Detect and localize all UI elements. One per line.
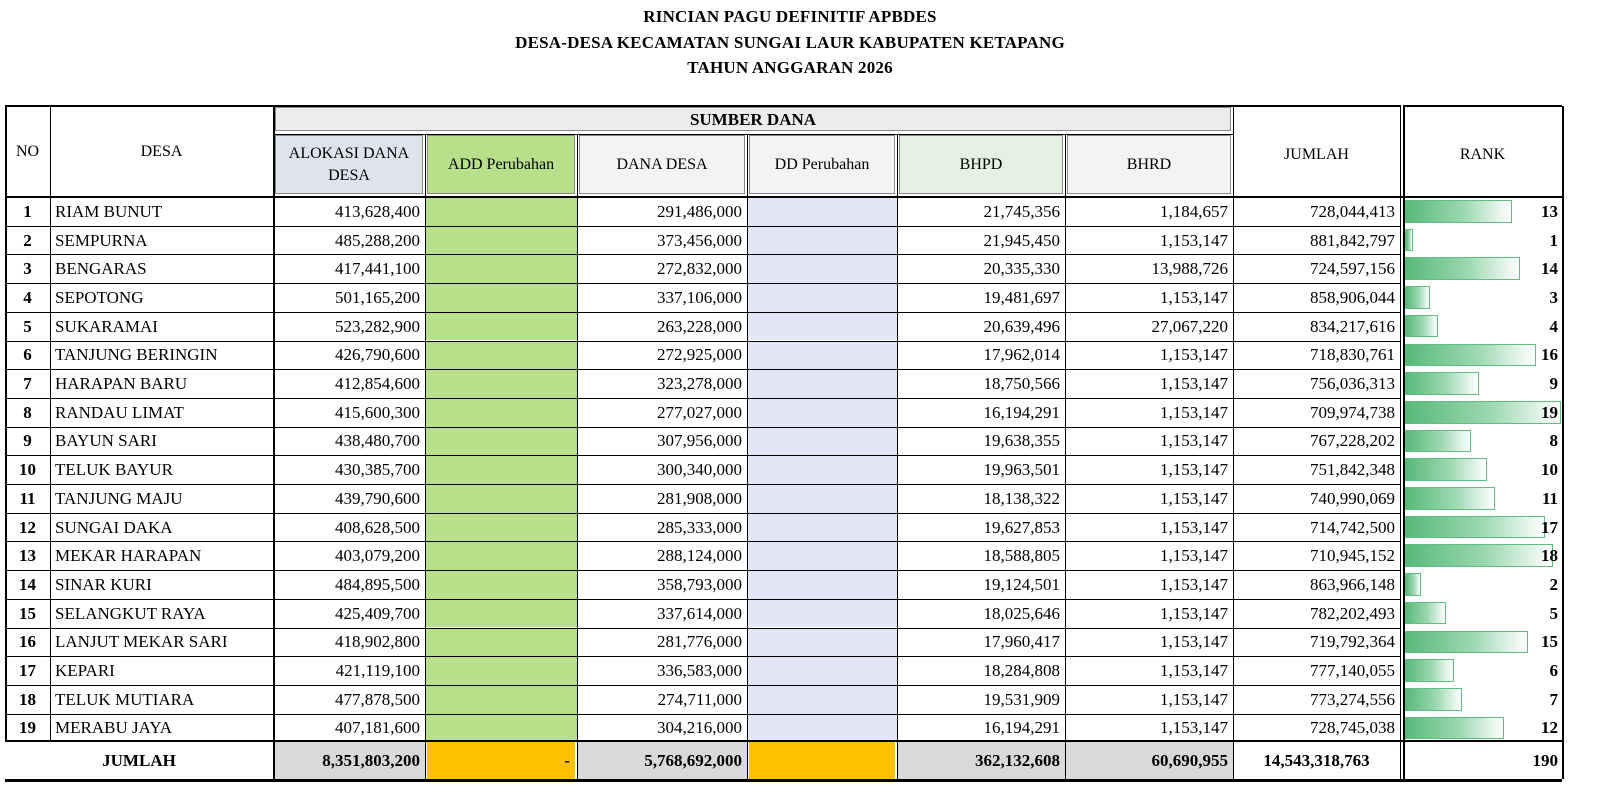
- row-dd-perubahan-fill: [747, 570, 897, 599]
- row-rank: 11: [1541, 488, 1558, 508]
- row-bhpd: 19,481,697: [983, 287, 1060, 307]
- row-dana-desa: 277,027,000: [657, 402, 742, 422]
- row-alokasi-dana-desa: 523,282,900: [335, 316, 420, 336]
- grid-right-border: [1562, 106, 1564, 779]
- row-add-perubahan-fill: [425, 197, 577, 226]
- row-bhrd: 27,067,220: [1151, 316, 1228, 336]
- row-bhpd: 20,335,330: [983, 259, 1060, 279]
- row-bhpd: 17,960,417: [983, 632, 1060, 652]
- row-bhrd: 1,153,147: [1160, 546, 1228, 566]
- grid-row-line: [5, 254, 1400, 255]
- row-desa: TANJUNG MAJU: [55, 488, 183, 508]
- grid-row-line: [5, 599, 1400, 600]
- grid-col-line: [425, 134, 426, 779]
- row-bhpd: 19,963,501: [983, 460, 1060, 480]
- row-desa: SUNGAI DAKA: [55, 517, 173, 537]
- grid-row-line: [5, 628, 1400, 629]
- row-add-perubahan-fill: [425, 570, 577, 599]
- row-dana-desa: 281,776,000: [657, 632, 742, 652]
- grid-row-line: [5, 714, 1400, 715]
- row-rank: 6: [1549, 661, 1558, 681]
- row-jumlah: 714,742,500: [1310, 517, 1395, 537]
- row-no: 5: [23, 316, 32, 336]
- row-dd-perubahan-fill: [747, 628, 897, 657]
- row-add-perubahan-fill: [425, 341, 577, 370]
- header-sumber-dana: SUMBER DANA: [275, 107, 1231, 131]
- row-no: 18: [19, 689, 36, 709]
- row-no: 3: [23, 259, 32, 279]
- row-add-perubahan-fill: [425, 369, 577, 398]
- row-rank: 17: [1541, 517, 1558, 537]
- row-dd-perubahan-fill: [747, 283, 897, 312]
- row-dana-desa: 291,486,000: [657, 201, 742, 221]
- grid-col-line: [897, 134, 898, 779]
- row-dd-perubahan-fill: [747, 427, 897, 456]
- row-alokasi-dana-desa: 430,385,700: [335, 460, 420, 480]
- grid-col-line: [1065, 134, 1066, 779]
- row-add-perubahan-fill: [425, 427, 577, 456]
- row-add-perubahan-fill: [425, 541, 577, 570]
- header-dd-perubahan: DD Perubahan: [749, 135, 895, 194]
- row-jumlah: 751,842,348: [1310, 460, 1395, 480]
- row-rank: 1: [1549, 230, 1558, 250]
- row-alokasi-dana-desa: 425,409,700: [335, 603, 420, 623]
- row-rank: 18: [1541, 546, 1558, 566]
- grid-body-bottom: [5, 740, 1562, 742]
- report-title-line-3: TAHUN ANGGARAN 2026: [687, 58, 893, 77]
- row-bhrd: 1,153,147: [1160, 431, 1228, 451]
- row-bhpd: 16,194,291: [983, 718, 1060, 738]
- row-no: 15: [19, 603, 36, 623]
- row-alokasi-dana-desa: 403,079,200: [335, 546, 420, 566]
- row-bhpd: 20,639,496: [983, 316, 1060, 336]
- header-rank: RANK: [1459, 146, 1506, 163]
- grid-row-line: [5, 455, 1400, 456]
- row-dana-desa: 336,583,000: [657, 661, 742, 681]
- row-desa: TELUK BAYUR: [55, 460, 173, 480]
- grid-row-line: [5, 656, 1400, 657]
- grid-col-bhrd: [1233, 106, 1234, 779]
- row-bhpd: 19,638,355: [983, 431, 1060, 451]
- row-jumlah: 834,217,616: [1310, 316, 1395, 336]
- row-add-perubahan-fill: [425, 628, 577, 657]
- row-desa: TELUK MUTIARA: [55, 689, 195, 709]
- row-jumlah: 881,842,797: [1310, 230, 1395, 250]
- row-desa: MERABU JAYA: [55, 718, 172, 738]
- header-add-perubahan: ADD Perubahan: [427, 135, 575, 194]
- row-desa: LANJUT MEKAR SARI: [55, 632, 228, 652]
- row-desa: MEKAR HARAPAN: [55, 546, 202, 566]
- row-dana-desa: 337,614,000: [657, 603, 742, 623]
- row-rank: 4: [1549, 316, 1558, 336]
- row-no: 1: [23, 201, 32, 221]
- row-alokasi-dana-desa: 438,480,700: [335, 431, 420, 451]
- row-dana-desa: 304,216,000: [657, 718, 742, 738]
- row-alokasi-dana-desa: 426,790,600: [335, 345, 420, 365]
- row-add-perubahan-fill: [425, 254, 577, 283]
- report-title-line-2: DESA-DESA KECAMATAN SUNGAI LAUR KABUPATEN KETAPANG: [515, 33, 1065, 52]
- grid-top-border: [5, 105, 1401, 107]
- row-add-perubahan-fill: [425, 312, 577, 341]
- total-rank: 190: [1532, 751, 1558, 770]
- row-alokasi-dana-desa: 415,600,300: [335, 402, 420, 422]
- row-alokasi-dana-desa: 439,790,600: [335, 488, 420, 508]
- grid-row-line: [5, 283, 1400, 284]
- row-no: 6: [23, 345, 32, 365]
- grid-row-line: [5, 312, 1400, 313]
- row-rank: 9: [1549, 374, 1558, 394]
- total-alokasi-dana-desa: 8,351,803,200: [273, 742, 425, 779]
- row-desa: HARAPAN BARU: [55, 374, 188, 394]
- row-dana-desa: 358,793,000: [657, 574, 742, 594]
- row-jumlah: 777,140,055: [1310, 661, 1395, 681]
- row-bhrd: 1,153,147: [1160, 574, 1228, 594]
- row-rank: 5: [1549, 603, 1558, 623]
- row-jumlah: 782,202,493: [1310, 603, 1395, 623]
- grid-row-line: [5, 398, 1400, 399]
- row-dd-perubahan-fill: [747, 341, 897, 370]
- row-desa: RANDAU LIMAT: [55, 402, 184, 422]
- row-alokasi-dana-desa: 412,854,600: [335, 374, 420, 394]
- row-alokasi-dana-desa: 413,628,400: [335, 201, 420, 221]
- total-dd-perubahan: [749, 742, 895, 779]
- row-add-perubahan-fill: [425, 226, 577, 255]
- row-rank: 19: [1541, 402, 1558, 422]
- row-no: 14: [19, 574, 36, 594]
- row-dana-desa: 263,228,000: [657, 316, 742, 336]
- grid-row-line: [5, 369, 1400, 370]
- row-jumlah: 709,974,738: [1310, 402, 1395, 422]
- row-desa: SELANGKUT RAYA: [55, 603, 206, 623]
- row-no: 9: [23, 431, 32, 451]
- header-desa: DESA: [140, 142, 183, 160]
- grid-total-bottom: [5, 779, 1562, 782]
- row-add-perubahan-fill: [425, 283, 577, 312]
- row-rank: 14: [1541, 259, 1558, 279]
- row-add-perubahan-fill: [425, 484, 577, 513]
- grid-col-jumlah: [1400, 106, 1401, 779]
- row-desa: BENGARAS: [55, 259, 147, 279]
- row-dd-perubahan-fill: [747, 656, 897, 685]
- grid-col-no: [50, 106, 51, 742]
- row-no: 12: [19, 517, 36, 537]
- total-bhpd: 362,132,608: [897, 742, 1065, 779]
- row-dana-desa: 285,333,000: [657, 517, 742, 537]
- row-bhpd: 21,745,356: [983, 201, 1060, 221]
- row-dd-perubahan-fill: [747, 484, 897, 513]
- row-dd-perubahan-fill: [747, 254, 897, 283]
- row-desa: RIAM BUNUT: [55, 201, 163, 221]
- row-alokasi-dana-desa: 485,288,200: [335, 230, 420, 250]
- row-bhrd: 1,184,657: [1160, 201, 1228, 221]
- row-dana-desa: 272,832,000: [657, 259, 742, 279]
- row-no: 8: [23, 402, 32, 422]
- grid-col-desa: [273, 106, 275, 779]
- row-desa: BAYUN SARI: [55, 431, 157, 451]
- row-dana-desa: 300,340,000: [657, 460, 742, 480]
- row-dana-desa: 288,124,000: [657, 546, 742, 566]
- row-alokasi-dana-desa: 418,902,800: [335, 632, 420, 652]
- row-bhpd: 19,124,501: [983, 574, 1060, 594]
- grid-row-line: [5, 427, 1400, 428]
- row-no: 19: [19, 718, 36, 738]
- row-jumlah: 863,966,148: [1310, 574, 1395, 594]
- total-label: JUMLAH: [102, 751, 176, 770]
- total-bhrd: 60,690,955: [1065, 742, 1233, 779]
- row-dd-perubahan-fill: [747, 369, 897, 398]
- row-rank: 8: [1549, 431, 1558, 451]
- header-jumlah: JUMLAH: [1284, 146, 1349, 163]
- row-bhrd: 1,153,147: [1160, 689, 1228, 709]
- row-rank: 2: [1549, 574, 1558, 594]
- row-add-perubahan-fill: [425, 455, 577, 484]
- row-dana-desa: 274,711,000: [657, 689, 742, 709]
- row-add-perubahan-fill: [425, 656, 577, 685]
- row-rank: 7: [1549, 689, 1558, 709]
- row-dd-perubahan-fill: [747, 312, 897, 341]
- row-desa: SEMPURNA: [55, 230, 148, 250]
- row-alokasi-dana-desa: 408,628,500: [335, 517, 420, 537]
- grid-header-bottom: [5, 196, 1562, 198]
- report-title-line-1: RINCIAN PAGU DEFINITIF APBDES: [643, 7, 937, 26]
- row-bhrd: 1,153,147: [1160, 402, 1228, 422]
- row-bhrd: 1,153,147: [1160, 287, 1228, 307]
- row-alokasi-dana-desa: 501,165,200: [335, 287, 420, 307]
- row-dd-perubahan-fill: [747, 714, 897, 743]
- row-no: 17: [19, 661, 36, 681]
- row-desa: SUKARAMAI: [55, 316, 158, 336]
- row-rank: 10: [1541, 460, 1558, 480]
- row-jumlah: 767,228,202: [1310, 431, 1395, 451]
- row-bhrd: 1,153,147: [1160, 517, 1228, 537]
- grid-col-line: [747, 134, 748, 779]
- grid-row-line: [5, 484, 1400, 485]
- row-jumlah: 756,036,313: [1310, 374, 1395, 394]
- row-bhpd: 17,962,014: [983, 345, 1060, 365]
- row-alokasi-dana-desa: 421,119,100: [335, 661, 420, 681]
- row-bhpd: 21,945,450: [983, 230, 1060, 250]
- row-alokasi-dana-desa: 477,878,500: [335, 689, 420, 709]
- row-bhrd: 1,153,147: [1160, 460, 1228, 480]
- row-alokasi-dana-desa: 407,181,600: [335, 718, 420, 738]
- grid-top-border-rank: [1403, 105, 1562, 107]
- row-rank: 12: [1541, 718, 1558, 738]
- row-rank: 15: [1541, 632, 1558, 652]
- row-desa: SINAR KURI: [55, 574, 152, 594]
- row-bhrd: 13,988,726: [1151, 259, 1228, 279]
- row-bhpd: 16,194,291: [983, 402, 1060, 422]
- header-dana-desa: DANA DESA: [579, 135, 745, 194]
- total-dana-desa: 5,768,692,000: [577, 742, 747, 779]
- row-rank: 16: [1541, 345, 1558, 365]
- row-bhrd: 1,153,147: [1160, 632, 1228, 652]
- header-bhpd: BHPD: [899, 135, 1063, 194]
- row-no: 11: [19, 488, 36, 508]
- grid-col-rank-left: [1403, 106, 1405, 779]
- row-add-perubahan-fill: [425, 398, 577, 427]
- header-no: NO: [15, 142, 40, 160]
- row-add-perubahan-fill: [425, 685, 577, 714]
- row-alokasi-dana-desa: 417,441,100: [335, 259, 420, 279]
- row-bhrd: 1,153,147: [1160, 230, 1228, 250]
- grid-row-line: [5, 341, 1400, 342]
- row-jumlah: 718,830,761: [1310, 345, 1395, 365]
- row-bhpd: 18,750,566: [983, 374, 1060, 394]
- row-add-perubahan-fill: [425, 513, 577, 542]
- row-jumlah: 858,906,044: [1310, 287, 1395, 307]
- row-bhrd: 1,153,147: [1160, 661, 1228, 681]
- row-no: 4: [23, 287, 32, 307]
- grid-row-line: [5, 541, 1400, 542]
- row-dana-desa: 337,106,000: [657, 287, 742, 307]
- row-no: 10: [19, 460, 36, 480]
- row-bhpd: 19,627,853: [983, 517, 1060, 537]
- row-no: 16: [19, 632, 36, 652]
- row-bhpd: 18,025,646: [983, 603, 1060, 623]
- row-bhpd: 18,138,322: [983, 488, 1060, 508]
- total-add-perubahan: -: [427, 742, 575, 779]
- row-bhpd: 18,284,808: [983, 661, 1060, 681]
- row-dana-desa: 272,925,000: [657, 345, 742, 365]
- row-dd-perubahan-fill: [747, 513, 897, 542]
- row-desa: KEPARI: [55, 661, 115, 681]
- row-no: 2: [23, 230, 32, 250]
- grid-row-line: [5, 685, 1400, 686]
- row-alokasi-dana-desa: 484,895,500: [335, 574, 420, 594]
- row-dd-perubahan-fill: [747, 455, 897, 484]
- row-jumlah: 740,990,069: [1310, 488, 1395, 508]
- header-bhrd: BHRD: [1067, 135, 1231, 194]
- row-dana-desa: 281,908,000: [657, 488, 742, 508]
- row-rank: 3: [1549, 287, 1558, 307]
- row-dd-perubahan-fill: [747, 398, 897, 427]
- row-bhpd: 19,531,909: [983, 689, 1060, 709]
- row-jumlah: 724,597,156: [1310, 259, 1395, 279]
- row-jumlah: 710,945,152: [1310, 546, 1395, 566]
- row-bhpd: 18,588,805: [983, 546, 1060, 566]
- row-bhrd: 1,153,147: [1160, 718, 1228, 738]
- row-no: 13: [19, 546, 36, 566]
- header-alokasi-dana-desa: ALOKASI DANA DESA: [275, 135, 423, 194]
- row-dana-desa: 373,456,000: [657, 230, 742, 250]
- row-dana-desa: 307,956,000: [657, 431, 742, 451]
- row-jumlah: 719,792,364: [1310, 632, 1395, 652]
- row-jumlah: 773,274,556: [1310, 689, 1395, 709]
- row-desa: TANJUNG BERINGIN: [55, 345, 218, 365]
- row-dana-desa: 323,278,000: [657, 374, 742, 394]
- grid-sumber-dana-bottom: [273, 134, 1233, 135]
- grid-row-line: [5, 226, 1400, 227]
- row-add-perubahan-fill: [425, 599, 577, 628]
- row-no: 7: [23, 374, 32, 394]
- total-jumlah: 14,543,318,763: [1263, 751, 1370, 770]
- row-dd-perubahan-fill: [747, 685, 897, 714]
- grid-row-line: [5, 570, 1400, 571]
- row-add-perubahan-fill: [425, 714, 577, 743]
- grid-left-border: [5, 106, 7, 742]
- row-dd-perubahan-fill: [747, 226, 897, 255]
- grid-row-line: [5, 513, 1400, 514]
- row-dd-perubahan-fill: [747, 599, 897, 628]
- row-dd-perubahan-fill: [747, 541, 897, 570]
- row-bhrd: 1,153,147: [1160, 345, 1228, 365]
- grid-col-line: [577, 134, 578, 779]
- row-bhrd: 1,153,147: [1160, 603, 1228, 623]
- row-dd-perubahan-fill: [747, 197, 897, 226]
- row-bhrd: 1,153,147: [1160, 488, 1228, 508]
- row-jumlah: 728,745,038: [1310, 718, 1395, 738]
- row-rank: 13: [1541, 201, 1558, 221]
- row-desa: SEPOTONG: [55, 287, 144, 307]
- row-bhrd: 1,153,147: [1160, 374, 1228, 394]
- row-jumlah: 728,044,413: [1310, 201, 1395, 221]
